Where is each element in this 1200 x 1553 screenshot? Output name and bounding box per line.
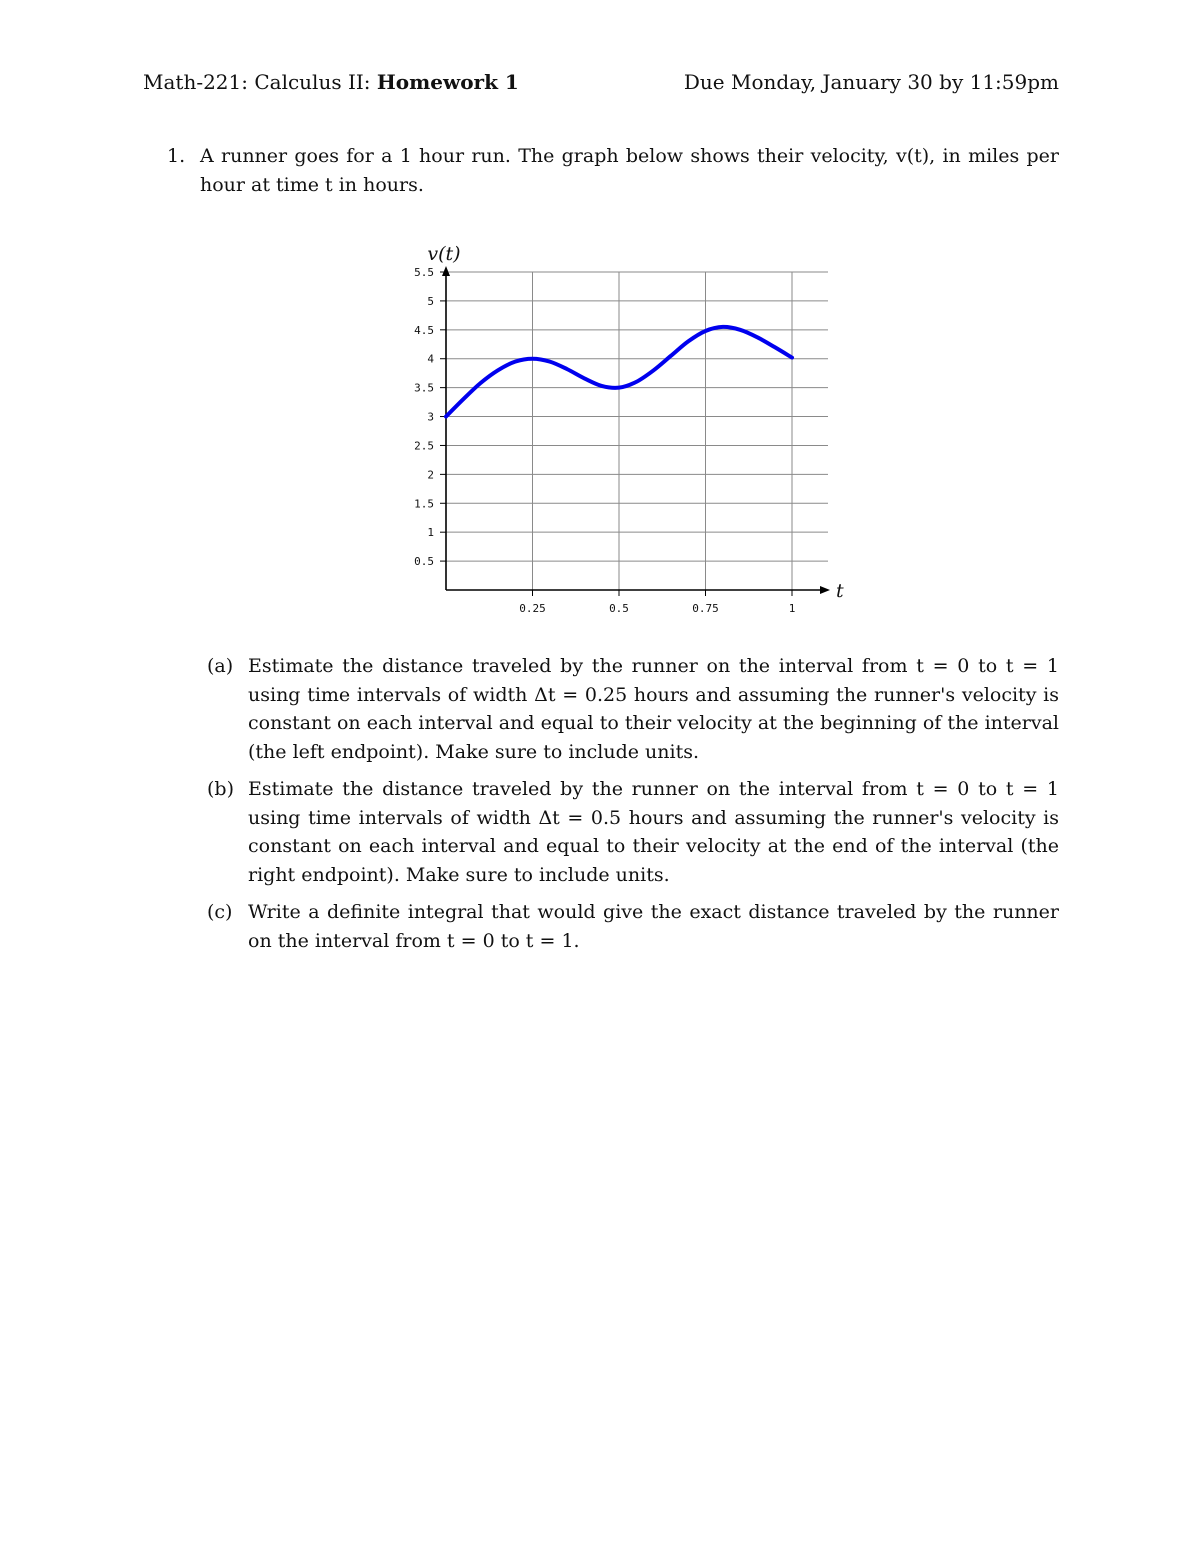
part-a-text: Estimate the distance traveled by the runner on the interval from t = 0 to t = 1 using time intervals of width Δt = 0.25 hours and assuming the runner's velocity is constant on each interval and equal to their velocity at the beginning of the interval (the left endpoint). Make sure to include units.: [248, 655, 1059, 763]
part-c-text: Write a definite integral that would give the exact distance traveled by the runner on the interval from t = 0 to t = 1.: [248, 901, 1059, 952]
assignment-title: Homework 1: [376, 70, 519, 94]
y-tick-label: 3.5: [414, 381, 434, 395]
y-tick-label: 0.5: [414, 555, 434, 569]
y-tick-label: 4.5: [414, 323, 434, 337]
problem-statement: A runner goes for a 1 hour run. The graph below shows their velocity, v(t), in miles per hour at time t in hours.: [200, 145, 1059, 196]
y-axis-arrow-icon: [442, 266, 450, 276]
due-date: Due Monday, January 30 by 11:59pm: [683, 70, 1059, 94]
part-a: [207, 652, 1059, 766]
y-tick-label: 1: [427, 526, 434, 540]
part-c-label: (c): [207, 901, 233, 923]
part-b: [207, 775, 1059, 889]
part-b-label: (b): [207, 778, 234, 800]
velocity-chart: [400, 236, 860, 616]
y-tick-label: 5.5: [414, 266, 434, 279]
y-tick-label: 2.5: [414, 439, 434, 453]
header-left: [143, 66, 519, 98]
velocity-chart-svg: [400, 236, 860, 616]
problem-1: [167, 142, 1059, 200]
course-title: Math-221: Calculus II:: [143, 70, 371, 94]
y-tick-label: 5: [427, 294, 434, 308]
part-c: [207, 898, 1059, 955]
part-a-label: (a): [207, 655, 234, 677]
y-tick-label: 4: [427, 352, 434, 366]
x-axis-arrow-icon: [820, 586, 830, 594]
x-tick-label: 0.5: [609, 602, 629, 615]
x-tick-label: 1: [788, 602, 796, 615]
y-axis-label: v(t): [427, 243, 461, 265]
x-tick-label: 0.75: [692, 602, 719, 615]
part-b-text: Estimate the distance traveled by the runner on the interval from t = 0 to t = 1 using time intervals of width Δt = 0.5 hours and assuming the runner's velocity is constant on each interval and equal to their velocity at the end of the interval (the right endpoint). Make sure to include units.: [248, 778, 1059, 886]
x-axis-label: t: [836, 580, 844, 602]
y-tick-label: 1.5: [414, 497, 434, 511]
page-header: [143, 66, 1059, 98]
problem-number: 1.: [167, 145, 186, 167]
problem-parts: [207, 652, 1059, 964]
y-tick-label: 3: [427, 410, 434, 424]
x-tick-label: 0.25: [519, 602, 546, 615]
y-tick-label: 2: [427, 468, 434, 482]
